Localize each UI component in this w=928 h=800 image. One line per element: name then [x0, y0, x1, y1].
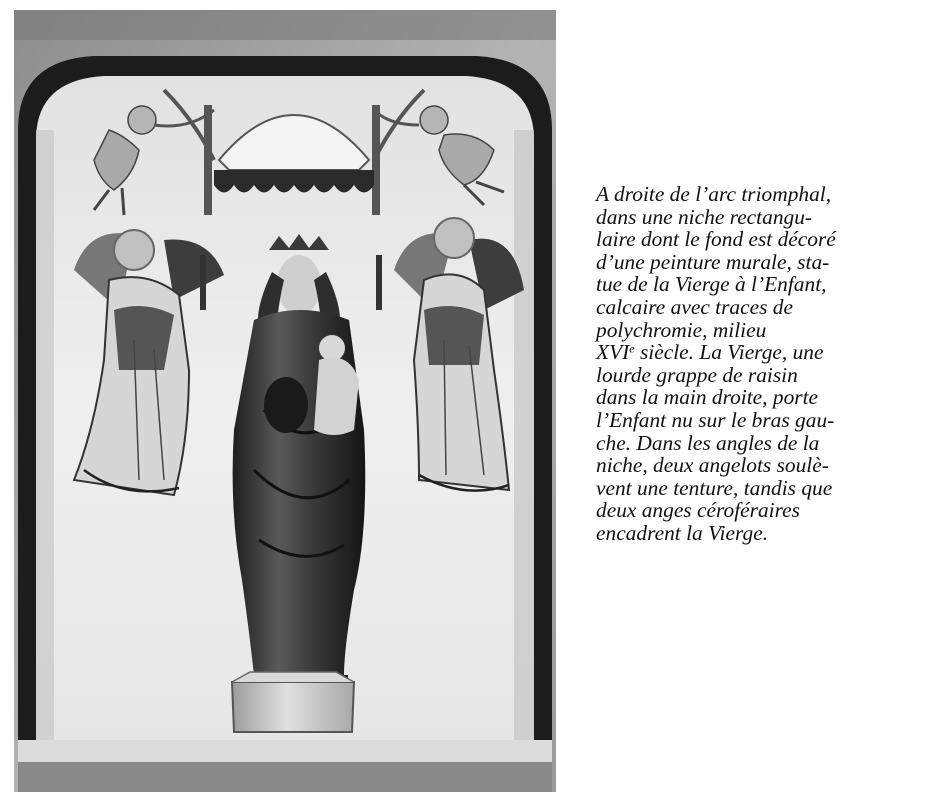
- caption-line: dans une niche rectangu-: [596, 204, 813, 229]
- caption-line: dans la main droite, porte: [596, 385, 819, 410]
- caption-line: encadrent la Vierge.: [596, 520, 769, 545]
- century-roman-numeral: XVI: [596, 340, 630, 365]
- caption-line: lourde grappe de raisin: [596, 362, 798, 387]
- caption-line: deux anges céroféraires: [596, 498, 800, 523]
- caption-line-century: [596, 341, 916, 364]
- caption-line-rest: siècle. La Vierge, une: [634, 340, 824, 365]
- caption-line: l’Enfant nu sur le bras gau-: [596, 407, 835, 432]
- statue-pedestal: [232, 672, 354, 732]
- photo-caption: [596, 183, 916, 545]
- photograph-virgin-and-child-niche: [14, 10, 556, 792]
- caption-line: tue de la Vierge à l’Enfant,: [596, 272, 827, 297]
- caption-line: polychromie, milieu: [596, 317, 767, 342]
- century-superscript: e: [629, 341, 635, 356]
- caption-line: laire dont le fond est décoré: [596, 227, 836, 252]
- caption-line: A droite de l’arc triomphal,: [596, 182, 832, 206]
- caption-line: che. Dans les angles de la: [596, 430, 820, 455]
- caption-line: vent une tenture, tandis que: [596, 475, 833, 500]
- caption-line: calcaire avec traces de: [596, 294, 793, 319]
- caption-line: niche, deux angelots soulè-: [596, 453, 829, 478]
- caption-line: d’une peinture murale, sta-: [596, 249, 830, 274]
